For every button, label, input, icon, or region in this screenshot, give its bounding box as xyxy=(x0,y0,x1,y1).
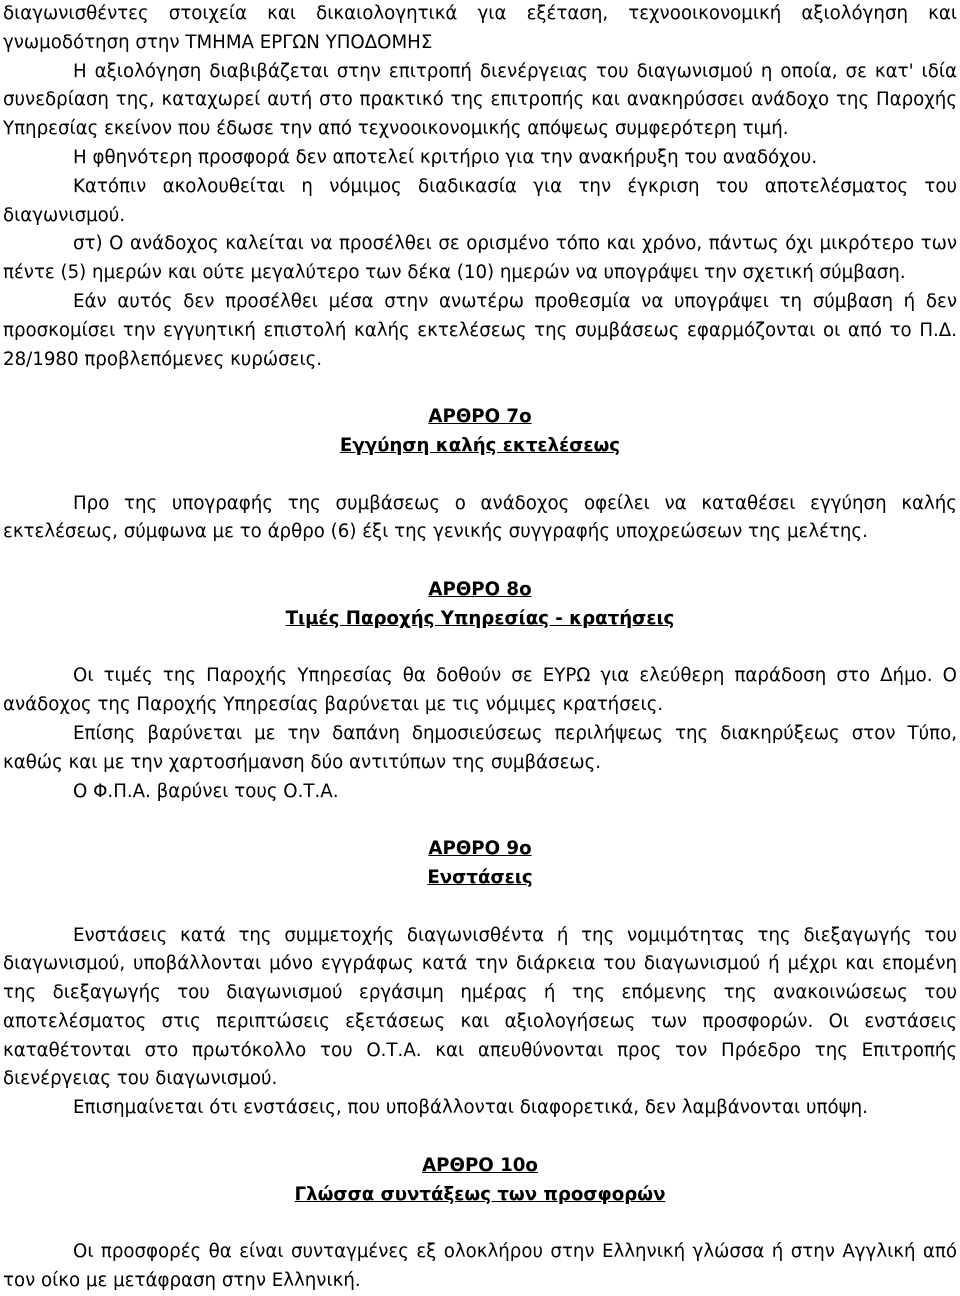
paragraph: Ενστάσεις κατά της συμμετοχής διαγωνισθέντα ή της νομιμότητας της διεξαγωγής του διαγωνισμού, υποβάλλονται μόνο εγγράφως κατά την διάρκεια του διαγωνισμού ή μέχρι και επομένη της διεξαγωγής του διαγωνισμού εργάσιμη ημέρας ή της επόμενης της ανακοινώσεως του αποτελέσματος στις περιπτώσεις εξετάσεως και αξιολογήσεως των προσφορών. Οι ενστάσεις καταθέτονται στο πρωτόκολλο του Ο.Τ.Α. και απευθύνονται προς τον Πρόεδρο της Επιτροπής διενέργειας του διαγωνισμού. xyxy=(3,924,957,1090)
paragraph: Οι προσφορές θα είναι συνταγμένες εξ ολοκλήρου στην Ελληνική γλώσσα ή στην Αγγλική από τον οίκο με μετάφραση στην Ελληνική. xyxy=(3,1241,957,1292)
blank-line xyxy=(3,1123,957,1152)
paragraph: Ο Φ.Π.Α. βαρύνει τους Ο.Τ.Α. xyxy=(73,780,339,802)
paragraph: Οι τιμές της Παροχής Υπηρεσίας θα δοθούν σε ΕΥΡΩ για ελεύθερη παράδοση στο Δήμο. Ο ανάδοχος της Παροχής Υπηρεσίας βαρύνεται με τις νόμιμες κρατήσεις. xyxy=(3,665,957,716)
paragraph: Η φθηνότερη προσφορά δεν αποτελεί κριτήριο για την ανακήρυξη του αναδόχου. xyxy=(73,146,818,168)
paragraph: Εάν αυτός δεν προσέλθει μέσα στην ανωτέρω προθεσμία να υπογράψει τη σύμβαση ή δεν προσκομίσει την εγγυητική επιστολή καλής εκτελέσεως της συμβάσεως εφαρμόζονται οι από το Π.Δ. 28/1980 προβλεπόμενες κυρώσεις. xyxy=(3,290,957,370)
article-title: Εγγύηση καλής εκτελέσεως xyxy=(339,434,621,456)
blank-line xyxy=(3,634,957,663)
article-7 xyxy=(3,403,957,547)
article-9 xyxy=(3,835,957,1123)
article-title: Γλώσσα συντάξεως των προσφορών xyxy=(294,1183,666,1205)
article-number: ΑΡΘΡΟ 9ο xyxy=(428,838,532,860)
blank-line xyxy=(3,374,957,403)
article-8 xyxy=(3,576,957,806)
paragraph: στ) Ο ανάδοχος καλείται να προσέλθει σε ορισμένο τόπο και χρόνο, πάντως όχι μικρότερο των πέντε (5) ημερών και ούτε μεγαλύτερο των δέκα (10) ημερών να υπογράψει την σχετική σύμβαση. xyxy=(3,233,957,284)
article-number: ΑΡΘΡΟ 8ο xyxy=(428,578,532,600)
paragraph: διαγωνισθέντες στοιχεία και δικαιολογητικά για εξέταση, τεχνοοικονομική αξιολόγηση και γνωμοδότηση στην ΤΜΗΜΑ ΕΡΓΩΝ ΥΠΟΔΟΜΗΣ xyxy=(3,3,957,53)
paragraph: Κατόπιν ακολουθείται η νόμιμος διαδικασία για την έγκριση του αποτελέσματος του διαγωνισμού. xyxy=(3,175,957,226)
article-title: Τιμές Παροχής Υπηρεσίας - κρατήσεις xyxy=(285,607,675,629)
article-number: ΑΡΘΡΟ 7ο xyxy=(428,406,532,428)
paragraph: Επισημαίνεται ότι ενστάσεις, που υποβάλλονται διαφορετικά, δεν λαμβάνονται υπόψη. xyxy=(73,1097,868,1119)
paragraph: Επίσης βαρύνεται με την δαπάνη δημοσιεύσεως περιλήψεως της διακηρύξεως στον Τύπο, καθώς και με την χαρτοσήμανση δύο αντιτύπων της συμβάσεως. xyxy=(3,722,957,773)
blank-line xyxy=(3,547,957,576)
blank-line xyxy=(3,461,957,490)
paragraph: Η αξιολόγηση διαβιβάζεται στην επιτροπή διενέργειας του διαγωνισμού η οποία, σε κατ' ιδία συνεδρίαση της, καταχωρεί αυτή στο πρακτικό της επιτροπής και ανακηρύσσει ανάδοχο της Παροχής Υπηρεσίας εκείνον που έδωσε την από τεχνοοικονομικής απόψεως συμφερότερη τιμή. xyxy=(3,60,957,140)
article-number: ΑΡΘΡΟ 10ο xyxy=(422,1154,538,1176)
paragraph: Προ της υπογραφής της συμβάσεως ο ανάδοχος οφείλει να καταθέσει εγγύηση καλής εκτελέσεως, σύμφωνα με το άρθρο (6) έξι της γενικής συγγραφής υποχρεώσεων της μελέτης. xyxy=(3,492,957,543)
blank-line xyxy=(3,806,957,835)
blank-line xyxy=(3,893,957,922)
article-title: Ενστάσεις xyxy=(427,866,533,888)
